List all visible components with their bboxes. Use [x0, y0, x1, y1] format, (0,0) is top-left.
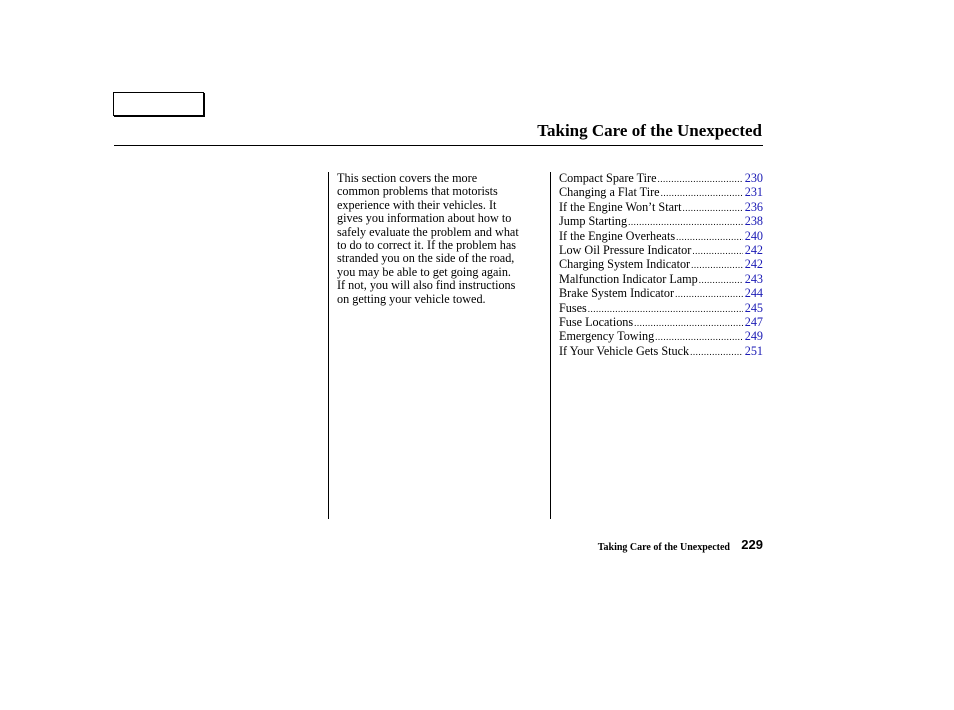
toc-leader-dots — [691, 259, 743, 272]
toc-page-link[interactable]: 242 — [744, 257, 763, 272]
toc-item-changing-flat-tire[interactable] — [559, 186, 763, 200]
toc-page-link[interactable]: 244 — [744, 286, 763, 301]
toc-page-link[interactable]: 230 — [744, 171, 763, 185]
middle-column-divider — [550, 172, 551, 519]
toc-page-link[interactable]: 249 — [744, 329, 763, 344]
intro-line: you may be able to get going again. — [337, 264, 511, 279]
intro-paragraph — [337, 172, 545, 306]
intro-line: If not, you will also find instructions — [337, 278, 516, 293]
toc-item-label: Changing a Flat Tire — [559, 185, 660, 200]
toc-page-link[interactable]: 238 — [744, 214, 763, 229]
page-title: Taking Care of the Unexpected — [537, 121, 762, 140]
toc-item-vehicle-stuck[interactable] — [559, 345, 763, 359]
toc-leader-dots — [676, 231, 743, 244]
toc-item-brake-system[interactable] — [559, 287, 763, 301]
toc-item-label: Malfunction Indicator Lamp — [559, 271, 698, 286]
toc-item-label: If the Engine Overheats — [559, 228, 676, 243]
toc-leader-dots — [699, 274, 743, 287]
toc-item-label: Compact Spare Tire — [559, 171, 657, 185]
main-menu-button[interactable] — [113, 92, 204, 116]
toc-leader-dots — [634, 317, 743, 330]
toc-item-charging-system[interactable] — [559, 258, 763, 272]
toc-item-fuse-locations[interactable] — [559, 316, 763, 330]
header-divider — [114, 145, 763, 146]
toc-item-fuses[interactable] — [559, 302, 763, 316]
toc-leader-dots — [658, 173, 743, 186]
toc-page-link[interactable]: 236 — [744, 199, 763, 214]
toc-page-link[interactable]: 243 — [744, 271, 763, 286]
toc-page-link[interactable]: 245 — [744, 300, 763, 315]
toc-leader-dots — [655, 331, 743, 344]
toc-item-label: If the Engine Won’t Start — [559, 199, 682, 214]
toc-item-malfunction-lamp[interactable] — [559, 273, 763, 287]
footer-page-number: 229 — [741, 537, 763, 552]
intro-line: gives you information about how to — [337, 211, 512, 226]
intro-line: common problems that motorists — [337, 184, 498, 199]
toc-page-link[interactable]: 231 — [744, 185, 763, 200]
toc-item-label: Charging System Indicator — [559, 257, 691, 272]
intro-line: to do to correct it. If the problem has — [337, 238, 517, 253]
toc-leader-dots — [682, 202, 742, 215]
toc-item-label: Fuse Locations — [559, 315, 634, 330]
toc-leader-dots — [690, 346, 743, 359]
intro-line: experience with their vehicles. It — [337, 197, 497, 212]
toc-leader-dots — [628, 216, 743, 229]
toc-item-label: If Your Vehicle Gets Stuck — [559, 343, 690, 358]
toc-page-link[interactable]: 247 — [744, 315, 763, 330]
intro-line: safely evaluate the problem and what — [337, 224, 519, 239]
footer-section-title: Taking Care of the Unexpected — [597, 542, 730, 553]
toc-item-label: Emergency Towing — [559, 329, 655, 344]
toc-item-label: Low Oil Pressure Indicator — [559, 243, 692, 258]
toc-item-engine-wont-start[interactable] — [559, 201, 763, 215]
toc-page-link[interactable]: 240 — [744, 228, 763, 243]
table-of-contents — [559, 172, 763, 359]
toc-item-label: Fuses — [559, 300, 587, 315]
toc-item-label: Jump Starting — [559, 214, 628, 229]
toc-leader-dots — [661, 187, 743, 200]
toc-leader-dots — [588, 303, 743, 316]
toc-item-jump-starting[interactable] — [559, 215, 763, 229]
toc-leader-dots — [675, 288, 743, 301]
toc-item-compact-spare-tire[interactable] — [559, 172, 763, 186]
left-column-divider — [328, 172, 329, 519]
toc-page-link[interactable]: 242 — [744, 243, 763, 258]
intro-line: on getting your vehicle towed. — [337, 291, 486, 306]
toc-item-emergency-towing[interactable] — [559, 330, 763, 344]
toc-page-link[interactable]: 251 — [744, 343, 763, 358]
toc-item-low-oil-pressure[interactable] — [559, 244, 763, 258]
toc-item-engine-overheats[interactable] — [559, 230, 763, 244]
intro-line: This section covers the more — [337, 171, 478, 185]
intro-line: stranded you on the side of the road, — [337, 251, 515, 266]
toc-item-label: Brake System Indicator — [559, 286, 675, 301]
toc-leader-dots — [692, 245, 742, 258]
